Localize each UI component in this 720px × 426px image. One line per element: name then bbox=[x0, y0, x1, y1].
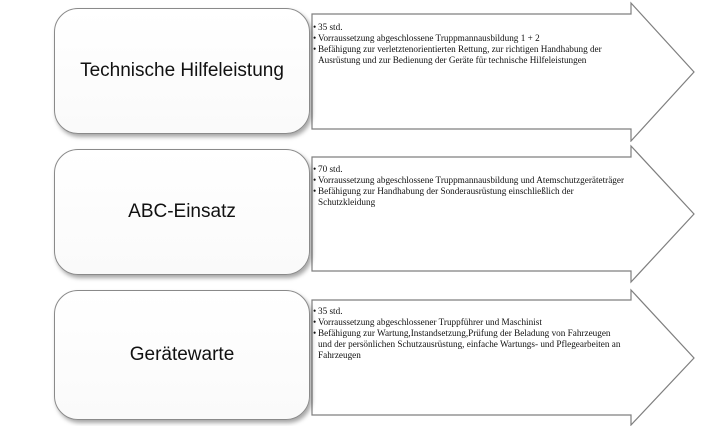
bullet-icon: • bbox=[313, 175, 317, 185]
detail-item: • Vorraussetzung abgeschlossener Truppführer und Maschinist bbox=[313, 317, 542, 327]
course-details bbox=[313, 164, 625, 208]
detail-item: • Befähigung zur verletztenorientierten Rettung, zur richtigen Handhabung der Ausrüstung und zur Bedienung der Geräte für technische Hilfeleistungen bbox=[313, 44, 602, 65]
bullet-icon: • bbox=[313, 328, 317, 338]
detail-item: • 70 std. bbox=[313, 164, 343, 174]
course-title: Technische Hilfeleistung bbox=[80, 60, 284, 81]
course-details bbox=[313, 306, 625, 361]
course-row-3 bbox=[0, 284, 720, 426]
course-title: ABC-Einsatz bbox=[128, 201, 236, 222]
bullet-icon: • bbox=[313, 306, 317, 316]
detail-item: • 35 std. bbox=[313, 306, 343, 316]
detail-item: • Befähigung zur Wartung,Instandsetzung,Prüfung der Beladung von Fahrzeugen und der persönlichen Schutzausrüstung, einfache Wartungs- und Pflegearbeiten an Fahrzeugen bbox=[313, 328, 621, 360]
bullet-icon: • bbox=[313, 186, 317, 196]
course-row-1 bbox=[0, 0, 720, 142]
bullet-icon: • bbox=[313, 44, 317, 54]
detail-item: • Befähigung zur Handhabung der Sonderausrüstung einschließlich der Schutzkleidung bbox=[313, 186, 574, 207]
detail-item: • Vorraussetzung abgeschlossene Truppmannausbildung 1 + 2 bbox=[313, 33, 540, 43]
course-row-2 bbox=[0, 142, 720, 284]
bullet-icon: • bbox=[313, 164, 317, 174]
course-title-box bbox=[54, 149, 310, 275]
bullet-icon: • bbox=[313, 33, 317, 43]
detail-item: • Vorraussetzung abgeschlossene Truppmannausbildung und Atemschutzgeräteträger bbox=[313, 175, 625, 185]
bullet-icon: • bbox=[313, 22, 317, 32]
course-title-box bbox=[54, 8, 310, 134]
course-details bbox=[313, 22, 625, 66]
detail-item: • 35 std. bbox=[313, 22, 343, 32]
course-title-box bbox=[54, 290, 310, 420]
course-title: Gerätewarte bbox=[129, 344, 235, 365]
bullet-icon: • bbox=[313, 317, 317, 327]
